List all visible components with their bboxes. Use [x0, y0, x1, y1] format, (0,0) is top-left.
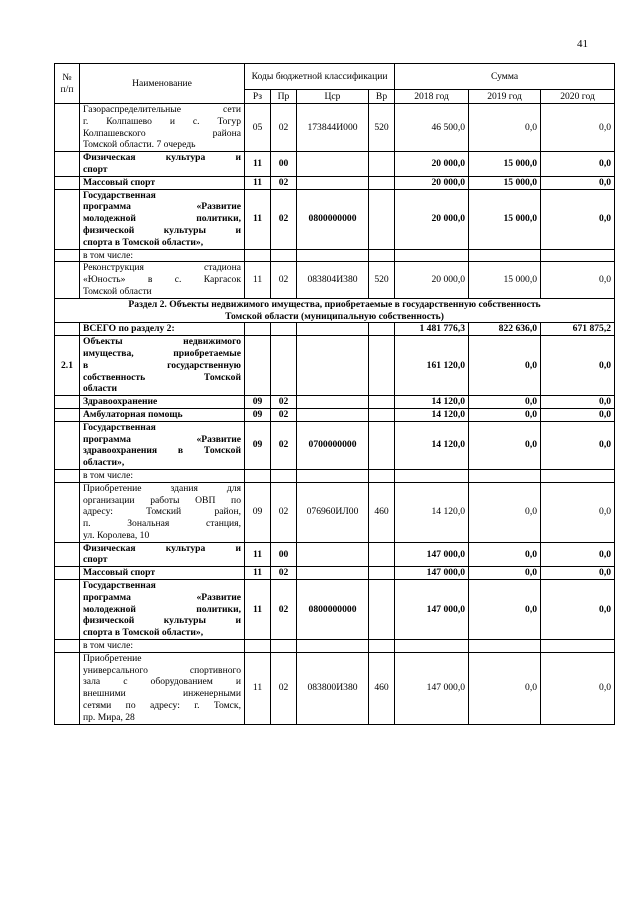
header-sum: Сумма — [395, 64, 615, 90]
cell-2020 — [541, 469, 615, 482]
cell-2020: 0,0 — [541, 262, 615, 298]
budget-table — [54, 63, 615, 725]
cell-2019: 0,0 — [469, 421, 541, 469]
cell-2020 — [541, 249, 615, 262]
cell-name-line: универсального спортивного — [83, 664, 241, 676]
cell-vr: 520 — [369, 104, 395, 152]
cell-num — [55, 421, 80, 469]
cell-pr: 00 — [271, 542, 297, 567]
cell-csr: 0800000000 — [297, 580, 369, 640]
cell-rz: 11 — [245, 189, 271, 249]
cell-name — [80, 249, 245, 262]
cell-rz: 11 — [245, 152, 271, 177]
cell-rz: 09 — [245, 482, 271, 542]
table-row — [55, 189, 615, 249]
cell-vr — [369, 469, 395, 482]
cell-name-line: Томской области. 7 очередь — [83, 139, 196, 151]
total-2018: 1 481 776,3 — [395, 323, 469, 336]
cell-name-line: спорт — [83, 163, 108, 175]
cell-rz: 11 — [245, 176, 271, 189]
cell-name-line: области», — [83, 457, 125, 469]
cell-name — [80, 396, 245, 409]
cell-2018: 161 120,0 — [395, 336, 469, 396]
cell-name-line: области — [83, 383, 118, 395]
cell-rz: 11 — [245, 542, 271, 567]
cell-pr: 02 — [271, 262, 297, 298]
table-header — [55, 64, 615, 104]
cell-csr — [297, 336, 369, 396]
cell-2019: 15 000,0 — [469, 262, 541, 298]
cell-name-line: «Юность» в с. Каргасок — [83, 274, 241, 286]
cell-pr: 02 — [271, 580, 297, 640]
cell-csr: 083800И380 — [297, 652, 369, 724]
table-row — [55, 580, 615, 640]
cell-2018: 14 120,0 — [395, 408, 469, 421]
cell-2020: 0,0 — [541, 408, 615, 421]
cell-2018: 147 000,0 — [395, 652, 469, 724]
cell-pr: 02 — [271, 189, 297, 249]
cell-rz: 11 — [245, 567, 271, 580]
cell-2019: 0,0 — [469, 482, 541, 542]
cell-name-line: внешними инженерными — [83, 688, 241, 700]
cell-2018 — [395, 469, 469, 482]
cell-csr — [297, 249, 369, 262]
cell-name-line: в том числе: — [83, 249, 134, 261]
cell-name — [80, 542, 245, 567]
table-row — [55, 176, 615, 189]
cell-rz — [245, 469, 271, 482]
cell-name — [80, 176, 245, 189]
cell-num — [55, 176, 80, 189]
cell-name-line: Государственная — [83, 421, 156, 433]
cell-name — [80, 104, 245, 152]
cell-csr: 0700000000 — [297, 421, 369, 469]
table-row — [55, 336, 615, 396]
header-codes: Коды бюджетной классификации — [245, 64, 395, 90]
table-row — [55, 249, 615, 262]
cell-csr — [297, 408, 369, 421]
cell-name-line: Реконструкция стадиона — [83, 262, 241, 274]
cell-vr — [369, 396, 395, 409]
cell-2020: 0,0 — [541, 152, 615, 177]
cell-csr — [297, 152, 369, 177]
section-title-line: Томской области (муниципальную собственность) — [225, 310, 444, 322]
cell-name-line: молодежной политики, — [83, 213, 241, 225]
cell-num — [55, 408, 80, 421]
cell-2020: 0,0 — [541, 396, 615, 409]
header-2019: 2019 год — [469, 90, 541, 104]
table-row — [55, 482, 615, 542]
cell-name-line: в том числе: — [83, 469, 134, 481]
cell-pr: 02 — [271, 396, 297, 409]
cell-csr — [297, 176, 369, 189]
cell-vr — [369, 152, 395, 177]
total-2019: 822 636,0 — [469, 323, 541, 336]
cell-vr — [369, 336, 395, 396]
section-title-line: Раздел 2. Объекты недвижимого имущества, приобретаемые в государственную собственность — [128, 298, 541, 310]
cell-vr: 460 — [369, 652, 395, 724]
cell-rz — [245, 640, 271, 653]
cell-name-line: адресу: Томский район, — [83, 506, 241, 518]
cell-num — [55, 482, 80, 542]
cell-2019: 0,0 — [469, 580, 541, 640]
cell-name-line: спорта в Томской области», — [83, 627, 204, 639]
cell-csr — [297, 469, 369, 482]
cell-2020: 0,0 — [541, 104, 615, 152]
table-row — [55, 567, 615, 580]
cell-name-line: программа «Развитие — [83, 433, 241, 445]
cell-name-line: Амбулаторная помощь — [83, 408, 183, 420]
header-rz: Рз — [245, 90, 271, 104]
cell-name-line: физической культуры и — [83, 615, 241, 627]
cell-2019: 0,0 — [469, 104, 541, 152]
header-num: № п/п — [55, 64, 80, 104]
cell-vr — [369, 580, 395, 640]
cell-name — [80, 408, 245, 421]
cell-name-line: в том числе: — [83, 640, 134, 652]
cell-2020: 0,0 — [541, 336, 615, 396]
cell-2018: 20 000,0 — [395, 176, 469, 189]
cell-2020: 0,0 — [541, 580, 615, 640]
table-row — [55, 421, 615, 469]
table-row — [55, 469, 615, 482]
cell-2018: 147 000,0 — [395, 580, 469, 640]
cell-vr — [369, 249, 395, 262]
cell-num — [55, 580, 80, 640]
cell-csr: 0800000000 — [297, 189, 369, 249]
table-row — [55, 396, 615, 409]
cell-rz: 05 — [245, 104, 271, 152]
cell-rz — [245, 336, 271, 396]
table-row — [55, 640, 615, 653]
cell-num — [55, 396, 80, 409]
cell-vr — [369, 567, 395, 580]
cell-csr — [297, 640, 369, 653]
total-label: ВСЕГО по разделу 2: — [80, 323, 245, 336]
cell-2018 — [395, 640, 469, 653]
cell-rz: 09 — [245, 408, 271, 421]
table-row — [55, 652, 615, 724]
cell-num — [55, 469, 80, 482]
cell-name-line: имущества, приобретаемые — [83, 347, 241, 359]
cell-name — [80, 189, 245, 249]
cell-name-line: спорта в Томской области», — [83, 236, 204, 248]
cell-num — [55, 249, 80, 262]
cell-name-line: молодежной политики, — [83, 603, 241, 615]
table-row — [55, 104, 615, 152]
cell-2018: 20 000,0 — [395, 189, 469, 249]
header-pr: Пр — [271, 90, 297, 104]
cell-pr: 00 — [271, 152, 297, 177]
cell-vr: 460 — [369, 482, 395, 542]
table-row — [55, 262, 615, 298]
cell-2019: 0,0 — [469, 336, 541, 396]
cell-vr — [369, 640, 395, 653]
cell-num — [55, 104, 80, 152]
cell-2018: 14 120,0 — [395, 396, 469, 409]
cell-name — [80, 262, 245, 298]
cell-rz: 11 — [245, 652, 271, 724]
cell-name-line: Государственная — [83, 580, 156, 592]
cell-name — [80, 469, 245, 482]
table-body-part2 — [55, 336, 615, 725]
cell-name — [80, 580, 245, 640]
cell-name-line: Томской области — [83, 285, 152, 297]
cell-2018 — [395, 249, 469, 262]
cell-2019 — [469, 249, 541, 262]
cell-csr: 076960ИЛ00 — [297, 482, 369, 542]
cell-2019 — [469, 640, 541, 653]
cell-name-line: программа «Развитие — [83, 591, 241, 603]
cell-num — [55, 262, 80, 298]
cell-2019: 0,0 — [469, 542, 541, 567]
cell-2020 — [541, 640, 615, 653]
cell-name-line: ул. Королева, 10 — [83, 529, 150, 541]
header-2018: 2018 год — [395, 90, 469, 104]
page-number: 41 — [577, 38, 588, 50]
header-csr: Цср — [297, 90, 369, 104]
cell-2020: 0,0 — [541, 482, 615, 542]
cell-2018: 147 000,0 — [395, 542, 469, 567]
cell-name-line: программа «Развитие — [83, 201, 241, 213]
cell-pr: 02 — [271, 176, 297, 189]
cell-name — [80, 640, 245, 653]
cell-2020: 0,0 — [541, 652, 615, 724]
cell-2018: 14 120,0 — [395, 421, 469, 469]
cell-pr: 02 — [271, 652, 297, 724]
cell-name-line: Газораспределительные сети — [83, 104, 241, 115]
cell-2020: 0,0 — [541, 421, 615, 469]
cell-name-line: организации работы ОВП по — [83, 494, 241, 506]
cell-name — [80, 152, 245, 177]
cell-name-line: Массовый спорт — [83, 567, 156, 579]
cell-name-line: Приобретение — [83, 652, 142, 664]
cell-name — [80, 336, 245, 396]
cell-2019: 0,0 — [469, 396, 541, 409]
cell-2019: 0,0 — [469, 567, 541, 580]
cell-name-line: спорт — [83, 554, 108, 566]
cell-name-line: Физическая культура и — [83, 542, 241, 554]
table-row — [55, 408, 615, 421]
cell-name-line: Здравоохранение — [83, 396, 158, 408]
cell-name-line: Государственная — [83, 189, 156, 201]
cell-pr: 02 — [271, 421, 297, 469]
cell-name — [80, 567, 245, 580]
cell-2020: 0,0 — [541, 542, 615, 567]
cell-rz: 11 — [245, 580, 271, 640]
cell-name-line: физической культуры и — [83, 224, 241, 236]
cell-num — [55, 652, 80, 724]
cell-2018: 20 000,0 — [395, 262, 469, 298]
cell-rz: 11 — [245, 262, 271, 298]
cell-name-line: зала с оборудованием и — [83, 676, 241, 688]
cell-2018: 20 000,0 — [395, 152, 469, 177]
cell-2020: 0,0 — [541, 567, 615, 580]
cell-csr — [297, 542, 369, 567]
cell-2020: 0,0 — [541, 189, 615, 249]
table-row — [55, 542, 615, 567]
section-title — [55, 298, 615, 323]
header-2020: 2020 год — [541, 90, 615, 104]
cell-2018: 147 000,0 — [395, 567, 469, 580]
cell-num: 2.1 — [55, 336, 80, 396]
cell-csr — [297, 567, 369, 580]
cell-num — [55, 640, 80, 653]
cell-name — [80, 421, 245, 469]
cell-name-line: г. Колпашево и с. Тогур — [83, 115, 241, 127]
header-name: Наименование — [80, 64, 245, 104]
cell-name-line: Колпашевского района — [83, 127, 241, 139]
cell-2020: 0,0 — [541, 176, 615, 189]
cell-pr — [271, 249, 297, 262]
table-row — [55, 152, 615, 177]
cell-2019 — [469, 469, 541, 482]
cell-name-line: собственность Томской — [83, 371, 241, 383]
total-row — [55, 323, 615, 336]
cell-name — [80, 482, 245, 542]
cell-csr: 083804И380 — [297, 262, 369, 298]
cell-name-line: п. Зональная станция, — [83, 518, 241, 530]
total-2020: 671 875,2 — [541, 323, 615, 336]
cell-num — [55, 567, 80, 580]
cell-csr — [297, 396, 369, 409]
cell-name-line: Объекты недвижимого — [83, 336, 241, 348]
cell-name-line: сетями по адресу: г. Томск, — [83, 700, 241, 712]
cell-name-line: Физическая культура и — [83, 152, 241, 164]
section-block — [55, 298, 615, 335]
cell-pr — [271, 469, 297, 482]
cell-2018: 14 120,0 — [395, 482, 469, 542]
cell-2019: 15 000,0 — [469, 189, 541, 249]
cell-num — [55, 152, 80, 177]
cell-vr — [369, 408, 395, 421]
cell-num — [55, 189, 80, 249]
cell-2019: 15 000,0 — [469, 176, 541, 189]
cell-2019: 0,0 — [469, 408, 541, 421]
cell-vr: 520 — [369, 262, 395, 298]
cell-pr: 02 — [271, 408, 297, 421]
cell-pr — [271, 640, 297, 653]
cell-2019: 0,0 — [469, 652, 541, 724]
cell-num — [55, 542, 80, 567]
cell-name-line: здравоохранения в Томской — [83, 445, 241, 457]
cell-pr — [271, 336, 297, 396]
cell-2019: 15 000,0 — [469, 152, 541, 177]
cell-name — [80, 652, 245, 724]
cell-vr — [369, 176, 395, 189]
header-vr: Вр — [369, 90, 395, 104]
cell-name-line: Массовый спорт — [83, 176, 156, 188]
cell-name-line: пр. Мира, 28 — [83, 711, 135, 723]
cell-rz: 09 — [245, 396, 271, 409]
table-body-part1 — [55, 104, 615, 299]
cell-vr — [369, 189, 395, 249]
cell-2018: 46 500,0 — [395, 104, 469, 152]
cell-vr — [369, 421, 395, 469]
cell-rz — [245, 249, 271, 262]
cell-pr: 02 — [271, 482, 297, 542]
cell-name-line: Приобретение здания для — [83, 482, 241, 494]
cell-csr: 173844И000 — [297, 104, 369, 152]
cell-rz: 09 — [245, 421, 271, 469]
cell-name-line: в государственную — [83, 359, 241, 371]
cell-pr: 02 — [271, 567, 297, 580]
cell-vr — [369, 542, 395, 567]
cell-pr: 02 — [271, 104, 297, 152]
